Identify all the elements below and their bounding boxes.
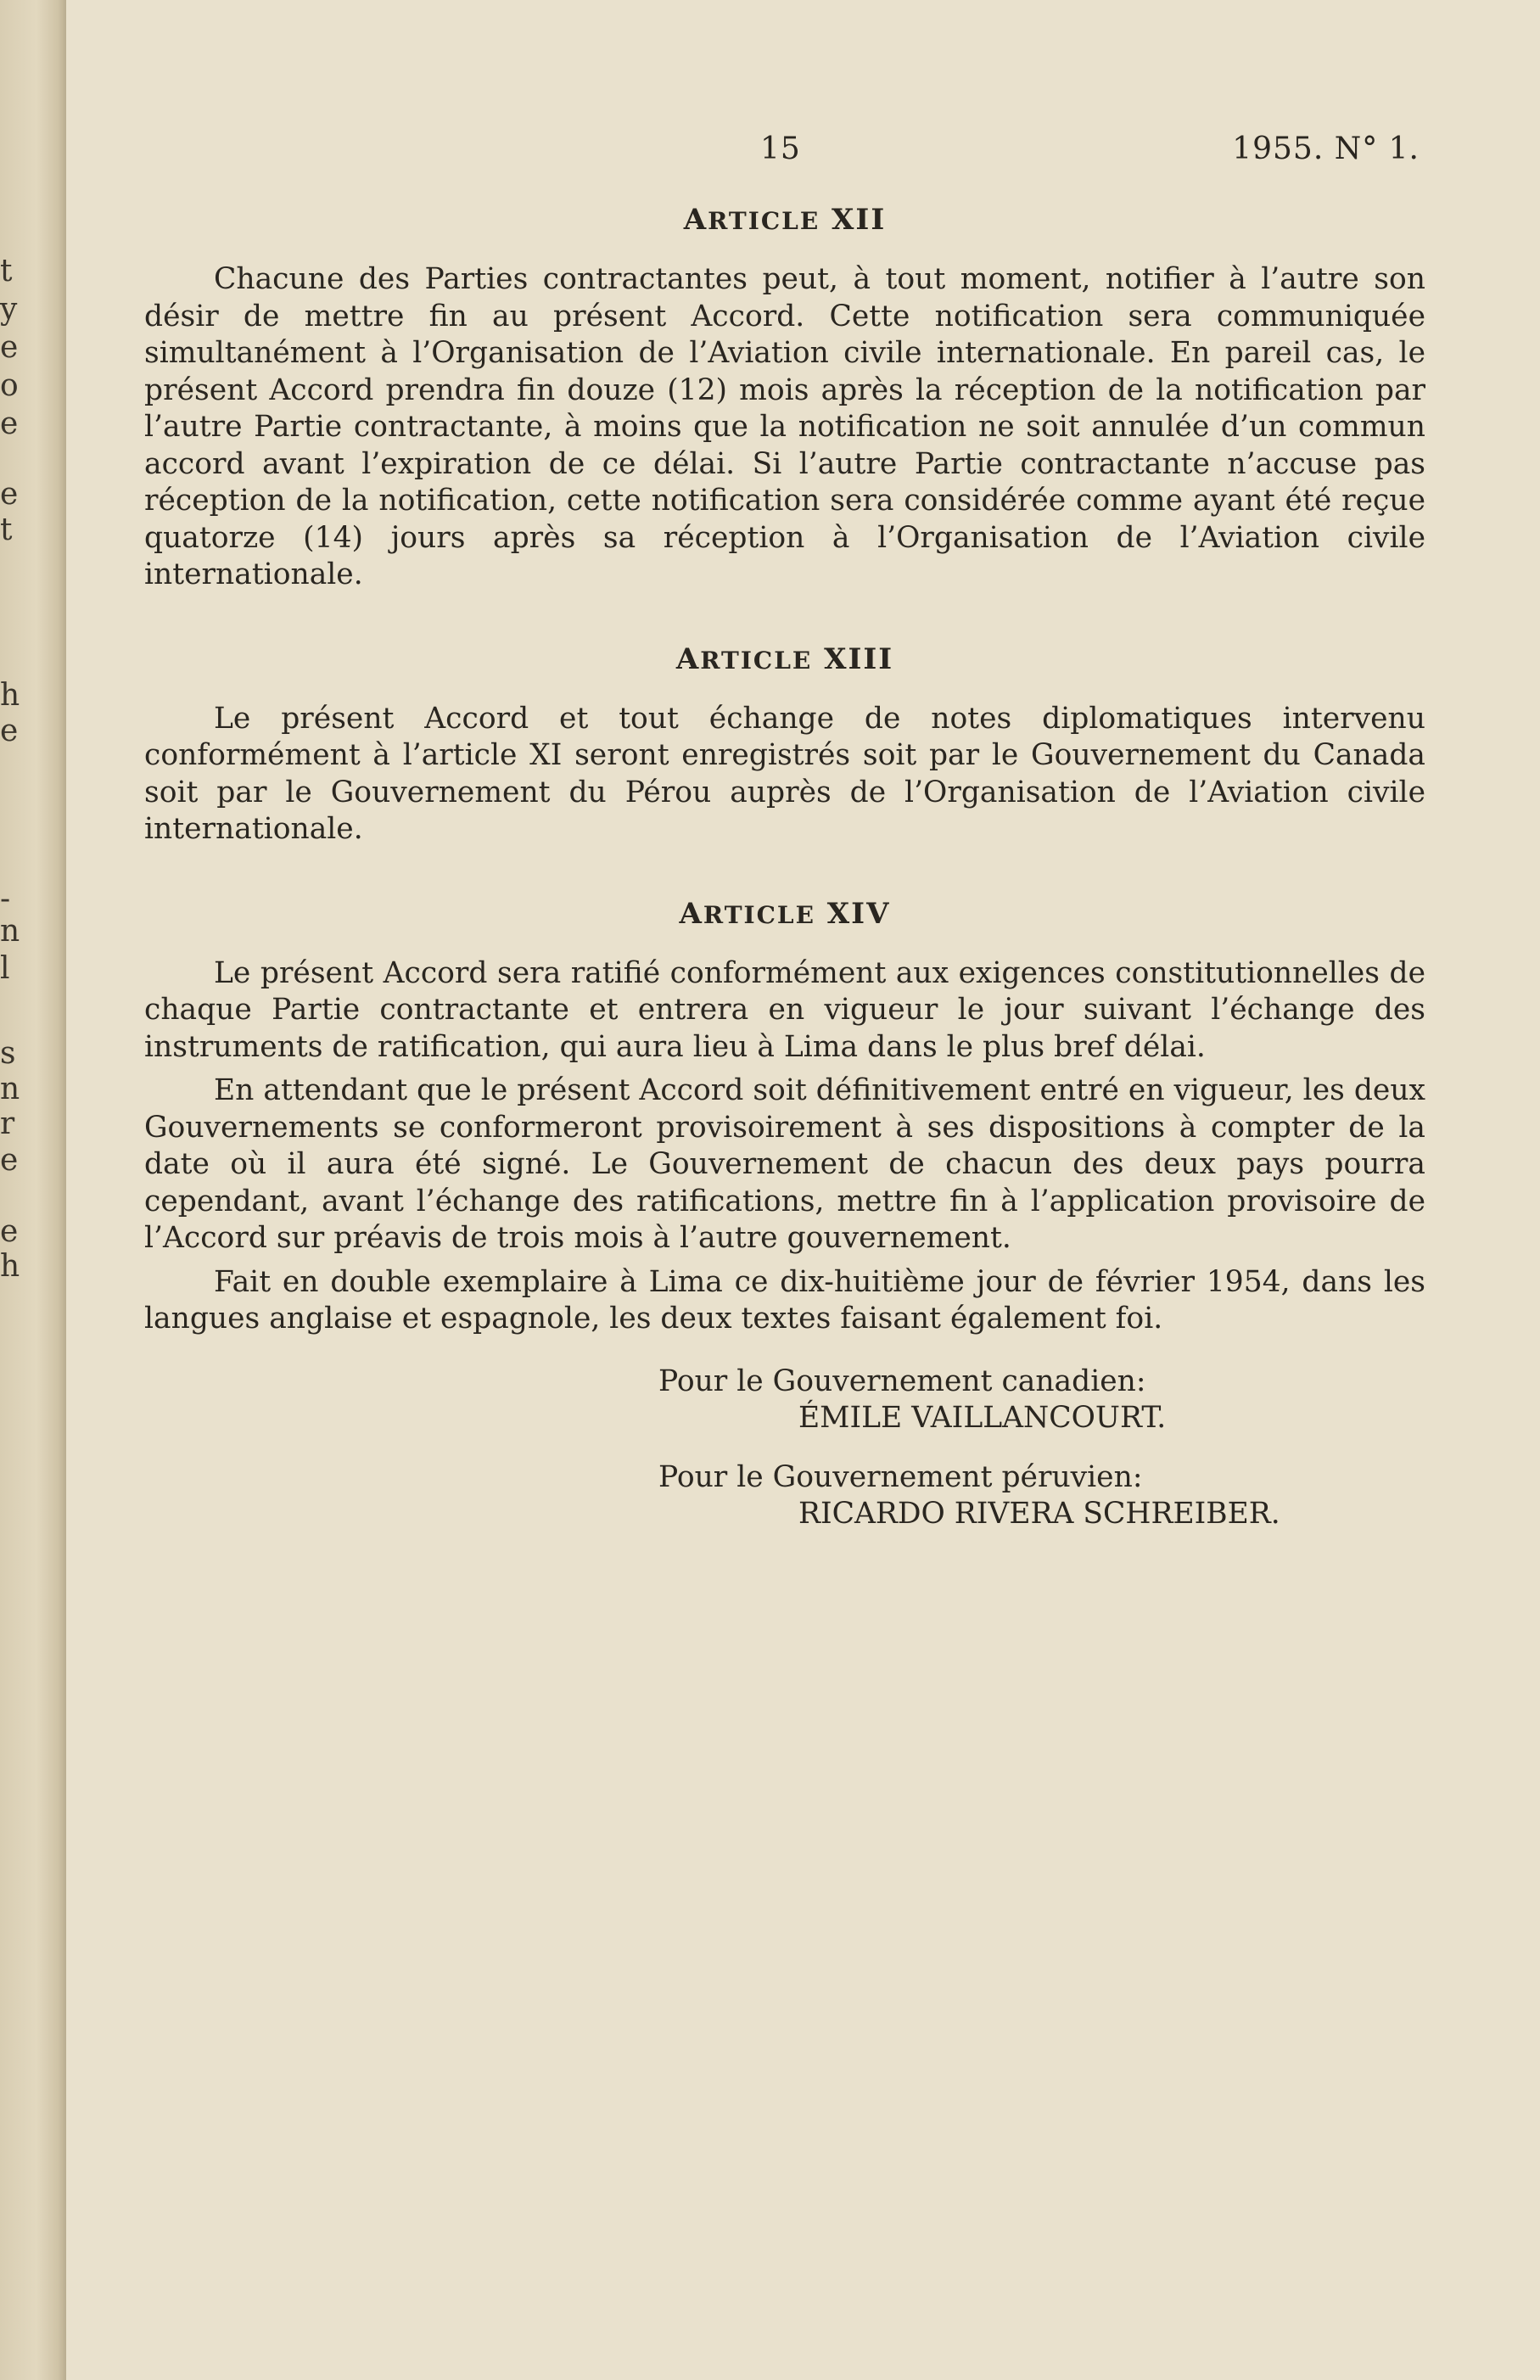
article-heading-numeral: XII — [832, 203, 887, 237]
article-heading-numeral: XIII — [824, 641, 894, 676]
article-paragraph: Chacune des Parties contractantes peut, à tout moment, notifier à l’autre son désir de mettre fin au présent Accord. Cette notification sera communiquée simultanément à l’Organisation de l’Aviation civile internationale. En pareil cas, le présent Accord prendra fin douze (12) mois après la réception de la notification par l’autre Partie contractante, à moins que la notification ne soit annulée d’un commun accord avant l’expiration de ce délai. Si l’autre Partie contractante n’accuse pas réception de la notification, cette notification sera considérée comme ayant été reçue quatorze (14) jours après sa réception à l’Organisation de l’Aviation civile internationale. — [144, 262, 1425, 591]
article-heading-initial: A — [679, 896, 703, 931]
gutter-fragment: t — [0, 254, 13, 288]
article-paragraph: En attendant que le présent Accord soit définitivement entré en vigueur, les deux Gouvernements se conformeront provisoirement à ses dispositions à compter de la date où il aura été signé. Le Gouvernement de chacun des deux pays pourra cependant, avant l’échange des ratifications, mettre fin à l’application provisoire de l’Accord sur préavis de trois mois à l’autre gouvernement. — [144, 1073, 1425, 1255]
closing-paragraph: Fait en double exemplaire à Lima ce dix-huitième jour de février 1954, dans les langues anglaise et espagnole, les deux textes faisant également foi. — [144, 1264, 1425, 1336]
signatory-label-peru: Pour le Gouvernement péruvien: — [658, 1459, 1143, 1494]
article-heading-word: RTICLE — [700, 646, 813, 675]
signatory-label-canada: Pour le Gouvernement canadien: — [658, 1364, 1146, 1398]
gutter-fragment: h — [0, 678, 20, 713]
gutter-fragment: t — [0, 512, 13, 547]
gutter-fragment: r — [0, 1106, 15, 1141]
article-heading — [144, 202, 1425, 239]
article-heading-word: RTICLE — [703, 900, 815, 929]
signatory-name-canada: ÉMILE VAILLANCOURT. — [798, 1401, 1167, 1435]
signature-block — [144, 1364, 1425, 1533]
article-paragraph: Le présent Accord sera ratifié conformément aux exigences constitutionnelles de chaque Partie contractante et entrera en vigueur le jour suivant l’échange des instruments de ratification, qui aura lieu à Lima dans le plus bref délai. — [144, 955, 1425, 1064]
gutter-fragment: l — [0, 951, 10, 986]
gutter-fragment: h — [0, 1249, 20, 1284]
gutter-fragment: n — [0, 914, 20, 949]
article-xiii — [144, 641, 1425, 848]
gutter-fragment: s — [0, 1036, 16, 1071]
facing-page-gutter — [0, 0, 66, 2380]
page-number: 15 — [760, 132, 801, 166]
gutter-fragment: e — [0, 406, 19, 441]
gutter-fragment: o — [0, 368, 19, 403]
document-reference: 1955. N° 1. — [1232, 132, 1420, 166]
gutter-fragment: e — [0, 1214, 19, 1249]
document-body — [144, 202, 1425, 1533]
article-heading-numeral: XIV — [826, 896, 891, 931]
gutter-fragment: e — [0, 1143, 19, 1178]
gutter-fragment: y — [0, 292, 18, 327]
article-heading-initial: A — [675, 641, 701, 676]
article-paragraph: Le présent Accord et tout échange de notes diplomatiques intervenu conformément à l’article XI seront enregistrés soit par le Gouvernement du Canada soit par le Gouvernement du Pérou auprès de l’Organisation de l’Aviation civile internationale. — [144, 701, 1425, 846]
gutter-fragment: e — [0, 330, 19, 365]
article-heading — [144, 896, 1425, 933]
signatory-name-peru: RICARDO RIVERA SCHREIBER. — [798, 1497, 1280, 1531]
article-heading-word: RTICLE — [708, 207, 820, 235]
gutter-fragment: e — [0, 714, 19, 748]
gutter-fragment: e — [0, 477, 19, 512]
gutter-fragment: - — [0, 882, 11, 916]
article-xiv — [144, 896, 1425, 1338]
article-heading-initial: A — [683, 203, 708, 237]
article-xii — [144, 202, 1425, 594]
article-heading — [144, 641, 1425, 679]
gutter-fragment: n — [0, 1072, 20, 1106]
